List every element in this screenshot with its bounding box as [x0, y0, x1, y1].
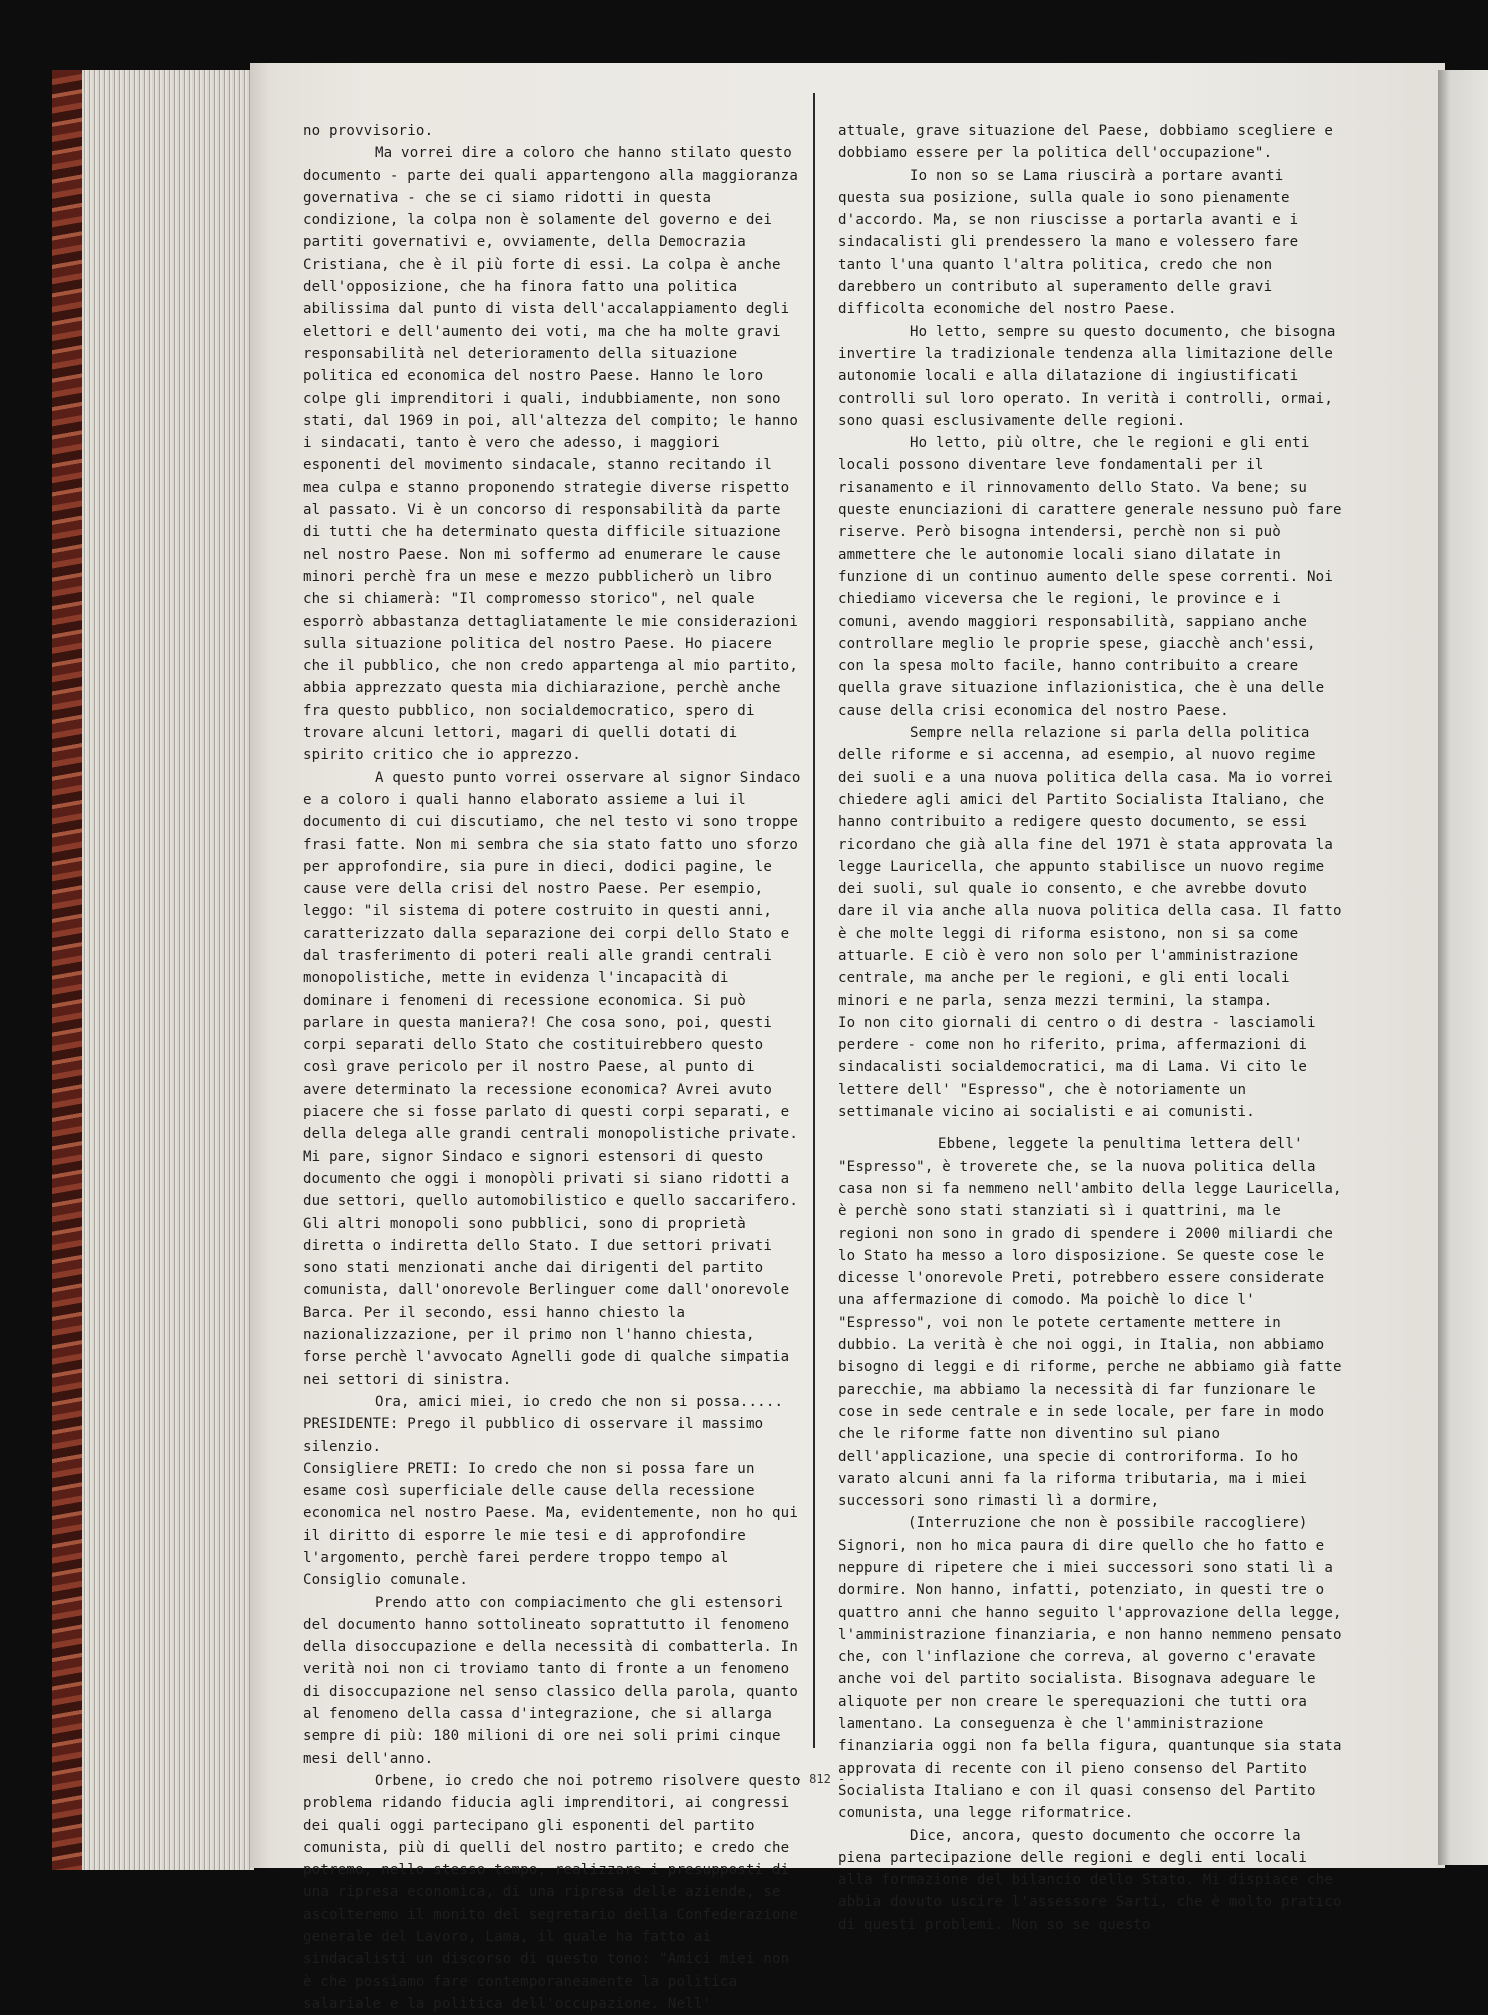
paragraph: Ma vorrei dire a coloro che hanno stilato questo documento - parte dei quali appartengono alla maggioranza governativa - che se ci siamo ridotti in questa condizione, la colpa non è solamente del governo e dei partiti governativi e, ovviamente, della Democrazia Cristiana, che è il più forte di essi. La colpa è anche dell'opposizione, che ha finora fatto una politica abilissima dal punto di vista dell'accalappiamento degli elettori e dell'aumento dei voti, ma che ha molte gravi responsabilità nel deterioramento della situazione politica ed economica del nostro Paese. Hanno le loro colpe gli imprenditori i quali, indubbiamente, non sono stati, dal 1969 in poi, all'altezza del compito; le hanno i sindacati, tanto è vero che adesso, i maggiori esponenti del movimento sindacale, stanno recitando il mea culpa e stanno proponendo strategie diverse rispetto al passato. Vi è un concorso di responsabilità da parte di tutti che ha determinato questa difficile situazione nel nostro Paese. Non mi soffermo ad enumerare le cause minori perchè fra un mese e mezzo pubblicherò un libro che si chiamerà: "Il compromesso storico", nel quale esporrò abbastanza dettagliatamente le mie considerazioni sulla situazione politica del nostro Paese. Ho piacere che il pubblico, che non credo appartenga al mio partito, abbia apprezzato questa mia dichiarazione, perchè anche fra questo pubblico, non socialdemocratico, spero di trovare alcuni lettori, magari di quelli dotati di spirito critico che io apprezzo. [303, 145, 799, 764]
paragraph: Prendo atto con compiacimento che gli estensori del documento hanno sottolineato soprattutto il fenomeno della disoccupazione e della necessità di combatterla. In verità noi non ci troviamo tanto di fronte a un fenomeno di disoccupazione nel senso classico della parola, quanto al fenomeno della cassa d'integrazione, che si allarga sempre di più: 180 milioni di ore nei soli primi cinque mesi dell'anno. [303, 1594, 799, 1767]
paragraph: Ora, amici miei, io credo che non si possa..... [375, 1393, 784, 1410]
paragraph: Io non so se Lama riuscirà a portare avanti questa sua posizione, sulla quale io sono pienamente d'accordo. Ma, se non riuscisse a portarla avanti e i sindacalisti gli prendessero la mano e volessero fare tanto l'una quanto l'altra politica, credo che non darebbero un contributo al superamento delle gravi difficolta economiche del nostro Paese. [838, 167, 1299, 318]
paragraph: Ho letto, più oltre, che le regioni e gli enti locali possono diventare leve fondamentali per il risanamento e il rinnovamento dello Stato. Va bene; su queste enunciazioni di carattere generale nessuno può fare riserve. Però bisogna intendersi, perchè non si può ammettere che le autonomie locali siano dilatate in funzione di un continuo aumento delle spese correnti. Noi chiediamo viceversa che le regioni, le province e i comuni, avendo maggiori responsabilità, sappiano anche controllare meglio le proprie spese, giacchè anch'essi, con la spesa molto facile, hanno contribuito a creare quella grave situazione inflazionistica, che è una delle cause della crisi economica del nostro Paese. [838, 435, 1342, 719]
paragraph: PRESIDENTE: Prego il pubblico di osservare il massimo silenzio. [303, 1416, 764, 1455]
paragraph: Consigliere PRETI: Io credo che non si possa fare un esame così superficiale delle cause della recessione economica nel nostro Paese. Ma, evidentemente, non ho qui il diritto di esporre le mie tesi e di approfondire l'argomento, perchè farei perdere troppo tempo al Consiglio comunale. [303, 1460, 799, 1589]
book-edge-marbled [52, 70, 86, 1870]
paragraph: Dice, ancora, questo documento che occorre la piena partecipazione delle regioni e degli enti locali alla formazione del bilancio dello Stato. Mi dispiace che abbia dovuto uscire l'assessore Sarti, che è molto pratico di questi problemi. Non so se questo [838, 1827, 1342, 1933]
paragraph: (Interruzione che non è possibile raccogliere) [908, 1515, 1308, 1532]
page-number: - 812 - [794, 1772, 846, 1786]
paragraph: Sempre nella relazione si parla della politica delle riforme e si accenna, ad esempio, al nuovo regime dei suoli e a una nuova politica della casa. Ma io vorrei chiedere agli amici del Partito Socialista Italiano, che hanno contribuito a redigere questo documento, se essi ricordano che già alla fine del 1971 è stata approvata la legge Lauricella, che appunto stabilisce un nuovo regime dei suoli, sul quale io consento, e che avrebbe dovuto dare il via anche alla nuova politica della casa. Il fatto è che molte leggi di riforma esistono, non si sa come attuarle. E ciò è vero non solo per l'amministrazione centrale, ma anche per le regioni, e gli enti locali minori e ne parla, senza mezzi termini, la stampa. [838, 725, 1342, 1009]
paragraph: Signori, non ho mica paura di dire quello che ho fatto e neppure di ripetere che i miei successori sono stati lì a dormire. Non hanno, infatti, potenziato, in questi tre o quattro anni che hanno seguito l'approvazione della legge, l'amministrazione finanziaria, e non hanno nemmeno pensato che, con l'inflazione che correva, al governo c'eravate anche voi del partito socialista. Bisognava adeguare le aliquote per non creare le sperequazioni che tutti ora lamentano. La conseguenza è che l'amministrazione finanziaria oggi non fa bella figura, quantunque sia stata approvata di recente con il pieno consenso del Partito Socialista Italiano e con il quasi consenso del Partito comunista, una legge riformatrice. [838, 1537, 1342, 1822]
paragraph: attuale, grave situazione del Paese, dobbiamo scegliere e dobbiamo essere per la politica dell'occupazione". [838, 123, 1334, 162]
paragraph: Orbene, io credo che noi potremo risolvere questo problema ridando fiducia agli imprenditori, ai congressi dei quali oggi partecipano gli esponenti del partito comunista, più di quelli del nostro partito; e credo che potremo, nello stesso tempo, realizzare i presupposti di una ripresa economica, di una ripresa delle aziende, se ascolteremo il monito del segretario della Confederazione generale del Lavoro, Lama, il quale ha fatto ai sindacalisti un discorso di questo tono: "Amici miei non è che possiamo fare contemporaneamente la politica salariale e la politica dell'occupazione. Nell' [303, 1772, 801, 2012]
paragraph: Ebbene, leggete la penultima lettera dell' "Espresso", è troverete che, se la nuova politica della casa non si fa nemmeno nell'ambito della legge Lauricella, è perchè sono stati stanziati sì i quattrini, ma le regioni non sono in grado di spendere i 2000 miliardi che lo Stato ha messo a loro disposizione. Se queste cose le dicesse l'onorevole Preti, potrebbero essere considerate una affermazione di comodo. Ma poichè lo dice l' "Espresso", voi non le potete certamente mettere in dubbio. La verità è che noi oggi, in Italia, non abbiamo bisogno di leggi e di riforme, perche ne abbiamo già fatte parecchie, ma abbiamo la necessità di far funzionare le cose in sede centrale e in sede locale, per fare in modo che le riforme fatte non diventino sul piano dell'applicazione, una specie di controriforma. Io ho varato alcuni anni fa la riforma tributaria, ma i miei successori sono rimasti lì a dormire, [838, 1136, 1342, 1510]
facing-page-edge [1438, 70, 1488, 1865]
paragraph: A questo punto vorrei osservare al signor Sindaco e a coloro i quali hanno elaborato assieme a lui il documento di cui discutiamo, che nel testo vi sono troppe frasi fatte. Non mi sembra che sia stato fatto uno sforzo per approfondire, sia pure in dieci, dodici pagine, le cause vere della crisi del nostro Paese. Per esempio, leggo: "il sistema di potere costruito in questi anni, caratterizzato dalla separazione dei corpi dello Stato e dal trasferimento di poteri reali alle grandi centrali monopolistiche, mette in evidenza l'incapacità di dominare i fenomeni di recessione economica. Si può parlare in questa maniera?! Che cosa sono, poi, questi corpi separati dello Stato che costituirebbero questo così grave pericolo per il nostro Paese, al punto di avere determinato la recessione economica? Avrei avuto piacere che si fosse parlato di questi corpi separati, e della delega alle grandi centrali monopolistiche private. Mi pare, signor Sindaco e signori estensori di questo documento che oggi i monopòli privati si siano ridotti a due settori, quello automobilistico e quello saccarifero. Gli altri monopoli sono pubblici, sono di proprietà diretta o indiretta dello Stato. I due settori privati sono stati menzionati anche dai dirigenti del partito comunista, dall'onorevole Berlinguer come dall'onorevole Barca. Per il secondo, essi hanno chiesto la nazionalizzazione, per il primo non l'hanno chiesta, forse perchè l'avvocato Agnelli gode di qualche simpatia nei settori di sinistra. [303, 769, 801, 1388]
paragraph: Ho letto, sempre su questo documento, che bisogna invertire la tradizionale tendenza alla limitazione delle autonomie locali e alla dilatazione di ingiustificati controlli sul loro operato. In verità i controlli, ormai, sono quasi esclusivamente delle regioni. [838, 323, 1336, 429]
left-column [303, 120, 801, 2015]
paragraph: Io non cito giornali di centro o di destra - lasciamoli perdere - come non ho riferito, prima, affermazioni di sindacalisti socialdemocratici, ma di Lama. Vi cito le lettere dell' "Espresso", che è notoriamente un settimanale vicino ai socialisti e ai comunisti. [838, 1014, 1316, 1121]
page-stack [82, 70, 254, 1870]
paragraph: no provvisorio. [303, 123, 434, 139]
column-divider [813, 93, 815, 1748]
right-column [838, 120, 1343, 1936]
